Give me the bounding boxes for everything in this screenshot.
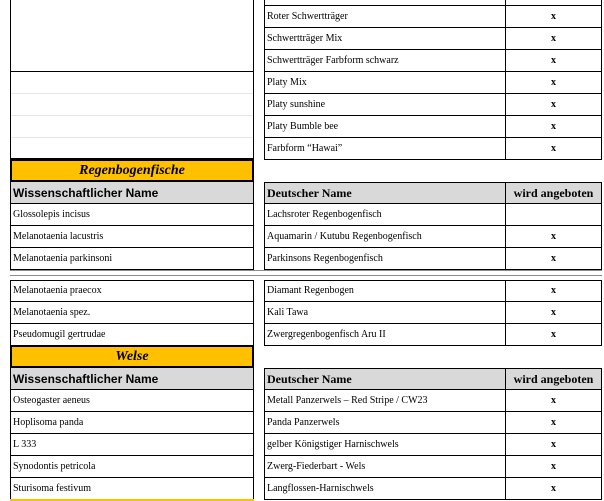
german-name: Aquamarin / Kutubu Regenbogenfisch [265, 226, 506, 247]
german-name: Langflossen-Harnischwels [265, 478, 506, 499]
german-name: Diamant Regenbogen [265, 281, 506, 301]
german-name: gelber Königstiger Harnischwels [265, 434, 506, 455]
table-row [264, 94, 602, 116]
german-name: Kali Tawa [265, 302, 506, 323]
offered-mark: x [551, 54, 556, 66]
scientific-name: Melanotaenia parkinsoni [13, 252, 113, 264]
offered-mark: x [551, 438, 556, 450]
offered-mark: x [551, 460, 556, 472]
german-name: Platy Bumble bee [265, 116, 506, 137]
table-row [264, 138, 602, 160]
german-name: Parkinsons Regenbogenfisch [265, 248, 506, 269]
offered-mark: x [551, 142, 556, 154]
scientific-name: Synodontis petricola [13, 460, 96, 472]
scientific-name: Melanotaenia lacustris [13, 230, 104, 242]
scientific-name: L 333 [13, 438, 37, 450]
header-scientific-name [10, 182, 254, 204]
header-german-label: Deutscher Name [265, 369, 506, 389]
scientific-name: Melanotaenia praecox [13, 285, 102, 296]
header-scientific-label: Wissenschaftlicher Name [13, 185, 159, 200]
table-row [10, 324, 254, 346]
offered-mark: x [551, 98, 556, 110]
german-name: Farbform “Hawai” [265, 138, 506, 159]
scientific-name: Glossolepis incisus [13, 208, 90, 220]
table-row [264, 390, 602, 412]
german-name: Zwergregenbogenfisch Aru II [265, 324, 506, 345]
offered-mark: x [551, 120, 556, 132]
german-name: Panda Panzerwels [265, 412, 506, 433]
table-row [264, 412, 602, 434]
table-row [264, 204, 602, 226]
german-name: Lachsroter Regenbogenfisch [265, 204, 506, 225]
offered-mark: x [551, 32, 556, 44]
header-offered-label: wird angeboten [513, 186, 594, 200]
german-name: Roter Schwertträger [265, 6, 506, 27]
table-row [10, 248, 254, 270]
offered-mark: x [551, 394, 556, 406]
table-row [264, 434, 602, 456]
table-row [264, 28, 602, 50]
offered-mark: x [551, 10, 556, 22]
offered-mark: x [551, 252, 556, 264]
table-row [10, 390, 254, 412]
scientific-name: Pseudomugil gertrudae [13, 328, 106, 340]
blank-block-top [10, 0, 254, 72]
table-row [10, 478, 254, 500]
german-name: Platy Mix [265, 72, 506, 93]
german-name: Schwertträger Farbform schwarz [265, 50, 506, 71]
table-row [10, 280, 254, 302]
offered-mark: x [551, 482, 556, 494]
table-row [264, 456, 602, 478]
table-row [264, 324, 602, 346]
table-row [264, 280, 602, 302]
table-row [264, 72, 602, 94]
table-row [264, 50, 602, 72]
scientific-name: Osteogaster aeneus [13, 394, 90, 406]
table-row [10, 226, 254, 248]
german-name: Platy sunshine [265, 94, 506, 115]
page-break-line [10, 275, 602, 276]
offered-mark: x [551, 230, 556, 242]
header-offered-label: wird angeboten [513, 372, 594, 386]
table-row [10, 412, 254, 434]
offered-mark: x [551, 416, 556, 428]
scientific-name: Sturisoma festivum [13, 482, 92, 494]
header-scientific-name [10, 368, 254, 390]
table-row [264, 248, 602, 270]
german-name: Schwertträger Mix [265, 28, 506, 49]
table-row [10, 434, 254, 456]
section-title-regenbogenfische: Regenbogenfische [10, 159, 254, 182]
table-row [264, 6, 602, 28]
table-row [10, 204, 254, 226]
header-row [264, 182, 602, 204]
header-german-label: Deutscher Name [265, 183, 506, 203]
table-row [10, 302, 254, 324]
german-name: Zwerg-Fiederbart - Wels [265, 456, 506, 477]
offered-mark: x [551, 76, 556, 88]
table-row [264, 116, 602, 138]
offered-mark: x [551, 328, 556, 340]
table-row [264, 226, 602, 248]
table-row [264, 302, 602, 324]
section-title-welse: Welse [10, 345, 254, 368]
offered-mark: x [551, 285, 556, 296]
table-row [264, 478, 602, 500]
scientific-name: Melanotaenia spez. [13, 306, 91, 318]
table-row [10, 456, 254, 478]
header-row [264, 368, 602, 390]
offered-mark [506, 204, 601, 225]
scientific-name: Hoplisoma panda [13, 416, 84, 428]
offered-mark: x [551, 306, 556, 318]
page-break-line [10, 270, 602, 271]
german-name: Metall Panzerwels – Red Stripe / CW23 [265, 390, 506, 411]
header-scientific-label: Wissenschaftlicher Name [13, 371, 159, 386]
